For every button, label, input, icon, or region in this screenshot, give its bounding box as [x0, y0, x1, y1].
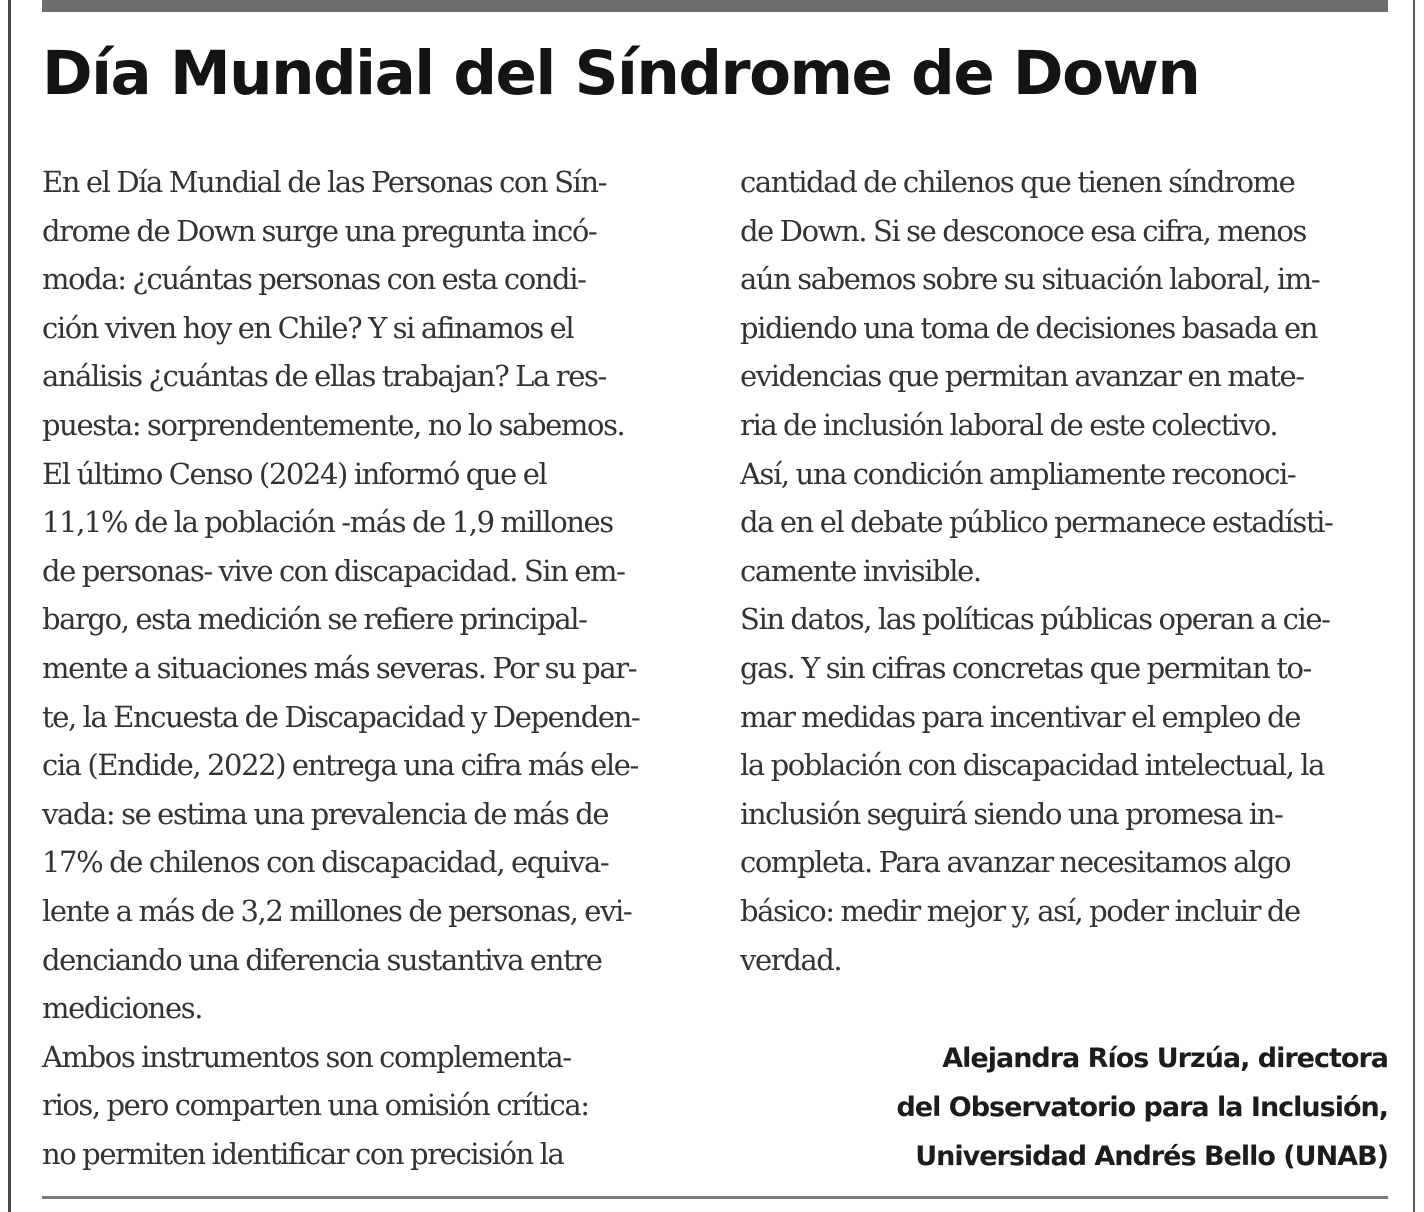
text-line: te, la Encuesta de Discapacidad y Dependen- [42, 699, 640, 734]
top-divider-bar [42, 0, 1388, 12]
right-border-rule [1413, 0, 1415, 1212]
text-line: aún sabemos sobre su situación laboral, im- [740, 262, 1320, 297]
text-line: mente a situaciones más severas. Por su par- [42, 650, 637, 685]
text-line: pidiendo una toma de decisiones basada en [740, 310, 1318, 345]
text-line: camente invisible. [740, 553, 981, 588]
text-line: gas. Y sin cifras concretas que permitan to- [740, 650, 1311, 685]
text-line: ria de inclusión laboral de este colectivo. [740, 407, 1278, 442]
text-line: mediciones. [42, 991, 203, 1026]
text-line: inclusión seguirá siendo una promesa in- [740, 796, 1283, 831]
text-line: cantidad de chilenos que tienen síndrome [740, 165, 1295, 199]
text-line: cia (Endide, 2022) entrega una cifra más ele- [42, 748, 638, 783]
text-line: Así, una condición ampliamente reconoci- [740, 456, 1296, 491]
text-line: rios, pero comparten una omisión crítica: [42, 1088, 589, 1123]
text-line: denciando una diferencia sustantiva entre [42, 942, 602, 977]
text-line: drome de Down surge una pregunta incó- [42, 213, 597, 248]
text-line: lente a más de 3,2 millones de personas, evi- [42, 893, 632, 928]
text-line: ción viven hoy en Chile? Y si afinamos el [42, 310, 574, 345]
text-line: verdad. [740, 942, 842, 977]
author-institution-line: Universidad Andrés Bello (UNAB) [915, 1141, 1388, 1172]
headline: Día Mundial del Síndrome de Down [42, 38, 1200, 109]
text-line: da en el debate público permanece estadísti- [740, 505, 1333, 540]
author-role-line: del Observatorio para la Inclusión, [896, 1092, 1388, 1123]
left-border-rule [8, 0, 11, 1212]
text-line: de Down. Si se desconoce esa cifra, menos [740, 213, 1306, 248]
text-line: puesta: sorprendentemente, no lo sabemos. [42, 407, 625, 442]
text-line: básico: medir mejor y, así, poder incluir de [740, 893, 1300, 928]
text-line: Ambos instrumentos son complementa- [42, 1039, 571, 1074]
text-line: 17% de chilenos con discapacidad, equiva- [42, 845, 609, 880]
text-line: moda: ¿cuántas personas con esta condi- [42, 262, 586, 297]
text-line: vada: se estima una prevalencia de más de [42, 796, 609, 831]
text-line: mar medidas para incentivar el empleo de [740, 699, 1300, 734]
text-line: de personas- vive con discapacidad. Sin em- [42, 553, 625, 588]
article-column-left [42, 158, 692, 1178]
author-name-line: Alejandra Ríos Urzúa, directora [942, 1043, 1388, 1074]
text-line: no permiten identificar con precisión la [42, 1136, 564, 1171]
article-column-right [740, 158, 1390, 984]
text-line: 11,1% de la población -más de 1,9 millones [42, 505, 613, 540]
text-line: Sin datos, las políticas públicas operan a cie- [740, 602, 1330, 637]
text-line: completa. Para avanzar necesitamos algo [740, 845, 1291, 880]
text-line: En el Día Mundial de las Personas con Sín- [42, 165, 607, 199]
author-signature [896, 1034, 1388, 1181]
text-line: evidencias que permitan avanzar en mate- [740, 359, 1304, 394]
bottom-divider-rule [42, 1196, 1388, 1199]
text-line: bargo, esta medición se refiere principal- [42, 602, 587, 637]
text-line: análisis ¿cuántas de ellas trabajan? La res- [42, 359, 606, 394]
text-line: la población con discapacidad intelectual, la [740, 748, 1325, 783]
text-line: El último Censo (2024) informó que el [42, 456, 547, 491]
